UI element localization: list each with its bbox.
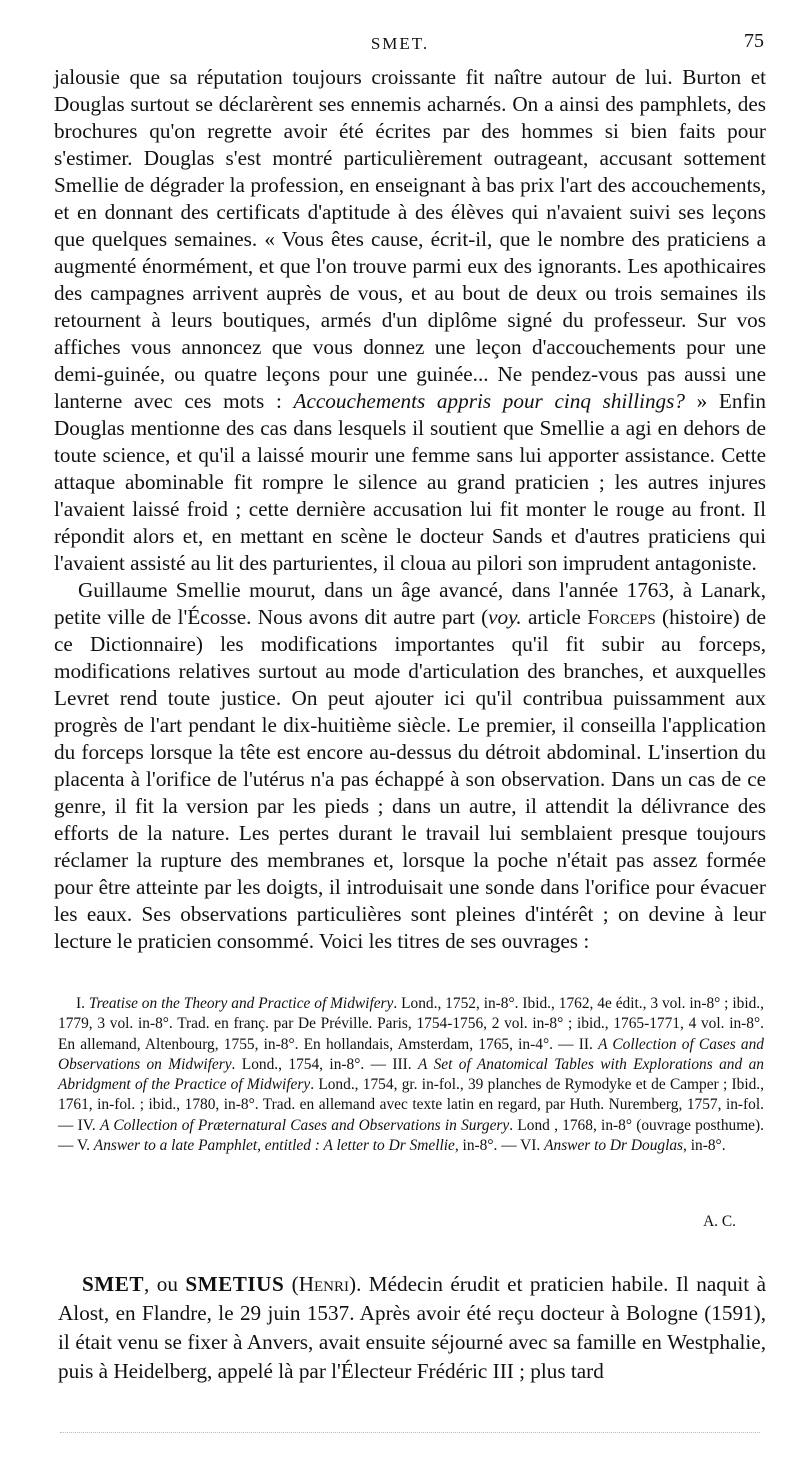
work-title: A Set of Anatomical Tables with Explorations and an Abridgment of the Practice of Midwifery <box>58 1055 764 1094</box>
text-run: I. <box>76 995 89 1012</box>
entry-forename: Henri <box>298 1272 350 1296</box>
work-title: Answer to a late Pamphlet, entitled : A letter to Dr Smellie <box>93 1137 455 1155</box>
entry-paragraph <box>58 1270 766 1386</box>
bibliography <box>58 994 764 1156</box>
work-title: Treatise on the Theory and Practice of Midwifery <box>88 995 394 1012</box>
text-run: , ou <box>144 1272 186 1296</box>
text-run: article <box>521 605 588 629</box>
running-head: SMET. <box>370 34 430 53</box>
text-run: , in-8°. — VI. <box>454 1137 545 1155</box>
entry-headword-variant: SMETIUS <box>185 1272 285 1296</box>
author-signature: A. C. <box>703 1213 736 1230</box>
text-run: . Lond., 1752, in-8°. Ibid., 1762, 4e édit., 3 vol. in-8° ; ibid., 1779, 3 vol. in-8°. Trad. en franç. par De Préville. Paris, 1754-1756, 2 vol. in-8° ; ibid., 1765-1771, 4 vol. in-8°. En allemand, Altenbourg, 1755, in-8°. En hollandais, Amsterdam, 1765, in-4°. — II. <box>58 995 764 1053</box>
page-header <box>0 30 800 58</box>
work-title: Answer to Dr Douglas <box>544 1137 684 1155</box>
paragraph-smellie-death <box>54 577 766 955</box>
main-text <box>54 64 766 955</box>
bibliography-list <box>58 994 764 1156</box>
cross-reference-forceps: Forceps <box>587 605 656 629</box>
text-run: , in-8°. <box>683 1137 726 1155</box>
entry-text: Médecin érudit et praticien habile. Il naquit à Alost, en Flandre, le 29 juin 1537. Après avoir été reçu docteur à Bologne (1591), il était venu se fixer à Anvers, avait ensuite séjourné avec sa famille en Westphalie, puis à Heidelberg, appelé là par l'Électeur Frédéric III ; plus tard <box>58 1272 767 1383</box>
text-run: ). <box>349 1272 369 1296</box>
italic-quote: Accouchements appris pour cinq shillings? <box>293 389 685 413</box>
text-run: ( <box>284 1272 299 1296</box>
text-run: jalousie que sa réputation toujours croissante fit naître autour de lui. Burton et Douglas surtout se déclarèrent ses ennemis acharnés. On a ainsi des pamphlets, des brochures qu'on regrette avoir été écrites par des hommes si bien faits pour s'estimer. Douglas s'est montré particulièrement outrageant, accusant sottement Smellie de dégrader la profession, en enseignant à bas prix l'art des accouchements, et en donnant des certificats d'aptitude à des élèves qui n'avaient suivi ses leçons que quelques semaines. « Vous êtes cause, écrit-il, que le nombre des praticiens a augmenté énormément, et que l'on trouve parmi eux des ignorants. Les apothicaires des campagnes arrivent auprès de vous, et au bout de deux ou trois semaines ils retournent à leurs boutiques, armés d'un diplôme signé du professeur. Sur vos affiches vous annoncez que vous donnez une leçon d'accouchements pour une demi-guinée, ou quatre leçons pour une guinée... Ne pendez-vous pas aussi une lanterne avec ces mots : <box>54 65 766 413</box>
italic-voy: voy. <box>488 605 522 629</box>
text-run: . Lond., 1754, gr. in-fol., 39 planches de Rymodyke et de Camper ; Ibid., 1761, in-fol. ; ibid., 1780, in-8°. Trad. en allemand avec texte latin en regard, par Huth. Nuremberg, 1757, in-fol. — IV. <box>58 1076 764 1134</box>
text-run: (histoire) de ce Dictionnaire) les modifications importantes qu'il fit subir au forceps, modifications relatives surtout au mode d'articulation des branches, et auxquelles Levret rend toute justice. On peut ajouter ici qu'il contribua puissamment aux progrès de l'art pendant le dix-huitième siècle. Le premier, il conseilla l'application du forceps lorsque la tête est encore au-dessus du détroit abdominal. L'insertion du placenta à l'orifice de l'utérus n'a pas échappé à son observation. Dans un cas de ce genre, il fit la version par les pieds ; dans un autre, il attendit la délivrance des efforts de la nature. Les pertes durant le travail lui semblaient presque toujours réclamer la rupture des membranes et, lorsque la poche n'était pas assez formée pour être atteinte par les doigts, il introduisait une sonde dans l'orifice pour évacuer les eaux. Ses observations particulières sont pleines d'intérêt ; on devine à leur lecture le praticien consommé. Voici les titres de ses ouvrages : <box>54 605 766 953</box>
text-run: . Lond , 1768, in-8° (ouvrage posthume). — V. <box>58 1116 764 1155</box>
text-run: » Enfin Douglas mentionne des cas dans lesquels il soutient que Smellie a agi en dehors de toute science, et qu'il a laissé mourir une femme sans lui apporter assistance. Cette attaque abominable fit rompre le silence au grand praticien ; les autres injures l'avaient laissé froid ; cette dernière accusation lui fit monter le rouge au front. Il répondit alors et, en mettant en scène le docteur Sands et d'autres praticiens qui l'avaient assisté au lit des parturientes, il cloua au pilori son imprudent antagoniste. <box>54 389 766 575</box>
paragraph-smellie-controversy <box>54 64 766 577</box>
text-run: . Lond., 1754, in-8°. — III. <box>231 1055 419 1073</box>
text-run: Guillaume Smellie mourut, dans un âge avancé, dans l'année 1763, à Lanark, petite ville de l'Écosse. Nous avons dit autre part ( <box>54 578 766 629</box>
work-title: A Collection of Cases and Observations on Midwifery <box>58 1035 764 1073</box>
work-title: A Collection of Præternatural Cases and Observations in Surgery <box>99 1116 510 1134</box>
entry-smet-henri <box>58 1270 766 1386</box>
page-number: 75 <box>744 30 764 52</box>
entry-headword: SMET <box>82 1272 145 1296</box>
page-trim-line <box>60 1432 760 1433</box>
